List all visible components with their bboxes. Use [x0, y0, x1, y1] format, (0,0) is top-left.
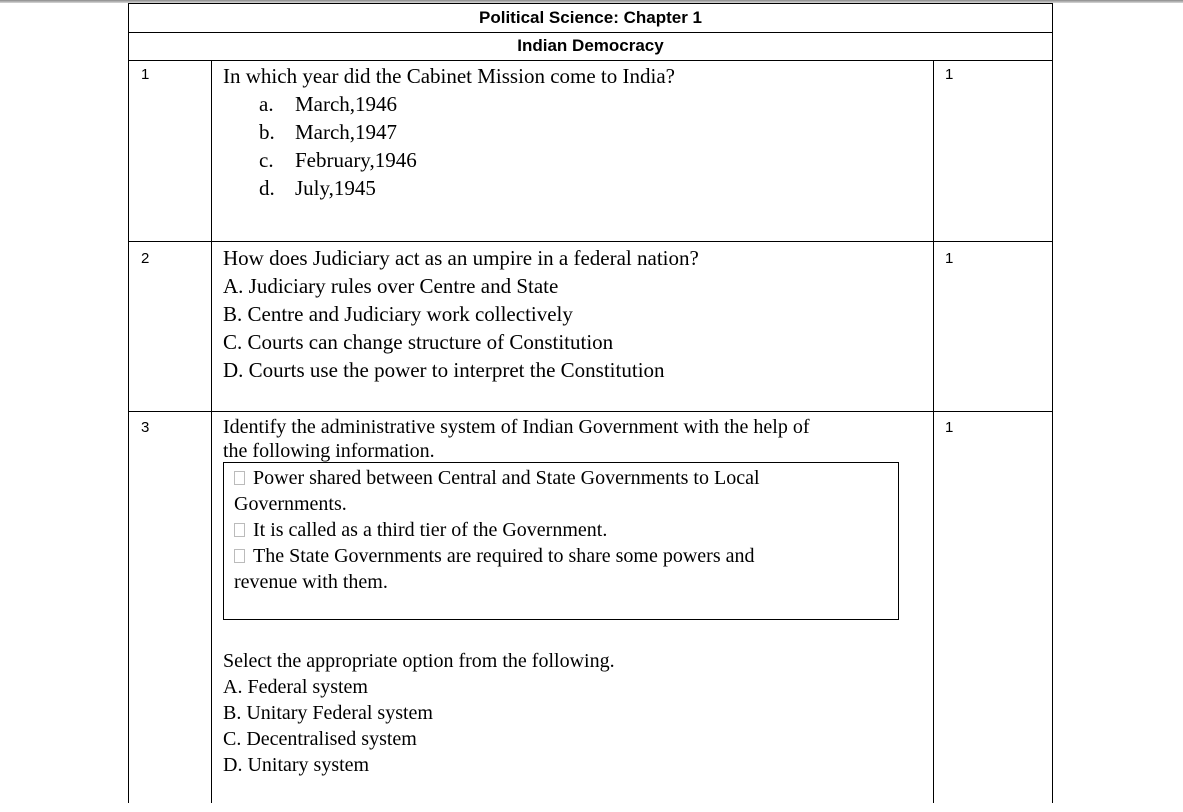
question-number: 1	[141, 66, 150, 83]
option-letter: d.	[259, 176, 275, 200]
info-text: It is called as a third tier of the Government.	[253, 519, 608, 541]
question-text-line: the following information.	[223, 440, 435, 462]
info-text: Governments.	[234, 493, 347, 515]
bullet-box-icon	[234, 523, 245, 537]
info-item	[234, 543, 888, 569]
info-text: revenue with them.	[234, 571, 388, 593]
option-b: B. Centre and Judiciary work collectively	[223, 302, 573, 326]
question-number: 2	[141, 250, 150, 267]
question-body	[223, 414, 899, 778]
option-a: A. Judiciary rules over Centre and State	[223, 274, 559, 298]
option-text: July,1945	[295, 176, 376, 200]
option-text: February,1946	[295, 148, 417, 172]
option-d: D. Courts use the power to interpret the Constitution	[223, 358, 665, 382]
chapter-title: Political Science: Chapter 1	[129, 4, 1052, 33]
option-text: March,1947	[295, 120, 398, 144]
option-c	[223, 146, 675, 174]
question-text: How does Judiciary act as an umpire in a federal nation?	[223, 246, 699, 270]
option-a: A. Federal system	[223, 676, 368, 698]
option-a	[223, 90, 675, 118]
question-row-1	[129, 60, 1052, 242]
question-body	[223, 62, 675, 202]
option-b	[223, 118, 675, 146]
question-row-2	[129, 242, 1052, 412]
chapter-subtitle: Indian Democracy	[129, 32, 1052, 61]
question-text-line: Identify the administrative system of Indian Government with the help of	[223, 416, 810, 438]
question-body	[223, 244, 699, 384]
info-text: Power shared between Central and State Governments to Local	[253, 467, 760, 489]
question-prompt: Select the appropriate option from the following.	[223, 650, 615, 672]
option-c: C. Decentralised system	[223, 728, 417, 750]
question-table	[128, 3, 1053, 803]
question-number: 3	[141, 419, 150, 436]
question-marks: 1	[945, 419, 954, 436]
option-b: B. Unitary Federal system	[223, 702, 433, 724]
option-d	[223, 174, 675, 202]
information-box	[223, 462, 899, 620]
option-c: C. Courts can change structure of Constitution	[223, 330, 614, 354]
question-marks: 1	[945, 66, 954, 83]
option-letter: c.	[259, 148, 274, 172]
question-row-3	[129, 412, 1052, 812]
bullet-box-icon	[234, 471, 245, 485]
option-d: D. Unitary system	[223, 754, 370, 776]
option-text: March,1946	[295, 92, 398, 116]
option-letter: a.	[259, 92, 274, 116]
info-text: The State Governments are required to share some powers and	[253, 545, 755, 567]
option-letter: b.	[259, 120, 275, 144]
info-item	[234, 465, 888, 491]
bullet-box-icon	[234, 549, 245, 563]
question-marks: 1	[945, 250, 954, 267]
question-text: In which year did the Cabinet Mission come to India?	[223, 64, 675, 88]
info-item	[234, 517, 888, 543]
